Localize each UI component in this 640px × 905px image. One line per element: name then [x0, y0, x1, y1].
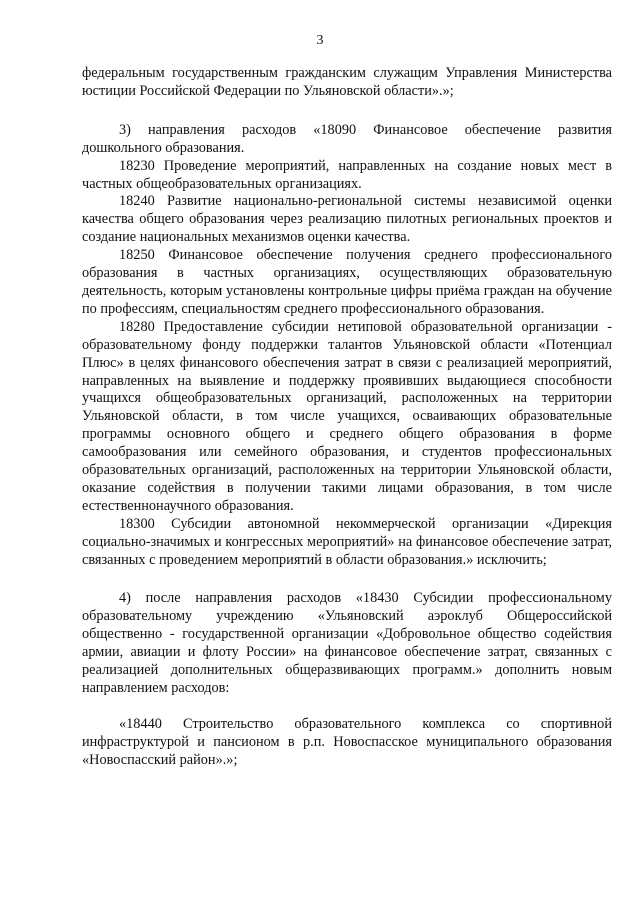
paragraph-18440: «18440 Строительство образовательного комплекса со спортивной инфраструктурой и пансионом в р.п. Новоспасское муниципального образования «Новоспасский район».»; — [82, 715, 612, 768]
paragraph-18250: 18250 Финансовое обеспечение получения среднего профессионального образования в частных организациях, осуществляющих образовательную деятельность, которым установлены контрольные цифры приёма граждан на обучение по профессиям, специальностям среднего профессионального образования. — [82, 247, 612, 317]
paragraph-18280: 18280 Предоставление субсидии нетиповой образовательной организации - образовательному фонду поддержки талантов Ульяновской области «Потенциал Плюс» в целях финансового обеспечения затрат в связи с реализацией мероприятий, направленных на выявление и поддержку проявивших выдающиеся способности учащихся общеобразовательных организаций, расположенных на территории Ульяновской области, в том числе учащихся, осваивающих образовательные программы основного общего и среднего общего образования в форме самообразования или семейного образования, и студентов профессиональных образовательных организаций, расположенных на территории Ульяновской области, оказание содействия в получении такими лицами образования, в том числе естественнонаучного образования. — [82, 318, 612, 514]
page-number: 3 — [316, 33, 324, 48]
paragraph-18300: 18300 Субсидии автономной некоммерческой организации «Дирекция социально-значимых и конгрессных мероприятий» на финансовое обеспечение затрат, связанных с проведением мероприятий в области образования.» исключить; — [82, 515, 612, 568]
document-body — [82, 65, 612, 770]
paragraph-continuation: федеральным государственным гражданским служащим Управления Министерства юстиции Российской Федерации по Ульяновской области».»; — [82, 65, 612, 99]
paragraph-18230: 18230 Проведение мероприятий, направленных на создание новых мест в частных общеобразовательных организациях. — [82, 157, 612, 192]
paragraph-item-4: 4) после направления расходов «18430 Субсидии профессиональному образовательному учреждению «Ульяновский аэроклуб Общероссийской общественно - государственной организации «Добровольное общество содействия армии, авиации и флоту России» на финансовое обеспечение затрат, связанных с реализацией дополнительных общеразвивающих программ.» дополнить новым направлением расходов: — [82, 590, 612, 696]
paragraph-18240: 18240 Развитие национально-регионaльной системы независимой оценки качества общего образования через реализацию пилотных региональных проектов и создание национальных механизмов оценки качества. — [82, 193, 612, 246]
paragraph-item-3: 3) направления расходов «18090 Финансовое обеспечение развития дошкольного образования. — [82, 121, 612, 156]
